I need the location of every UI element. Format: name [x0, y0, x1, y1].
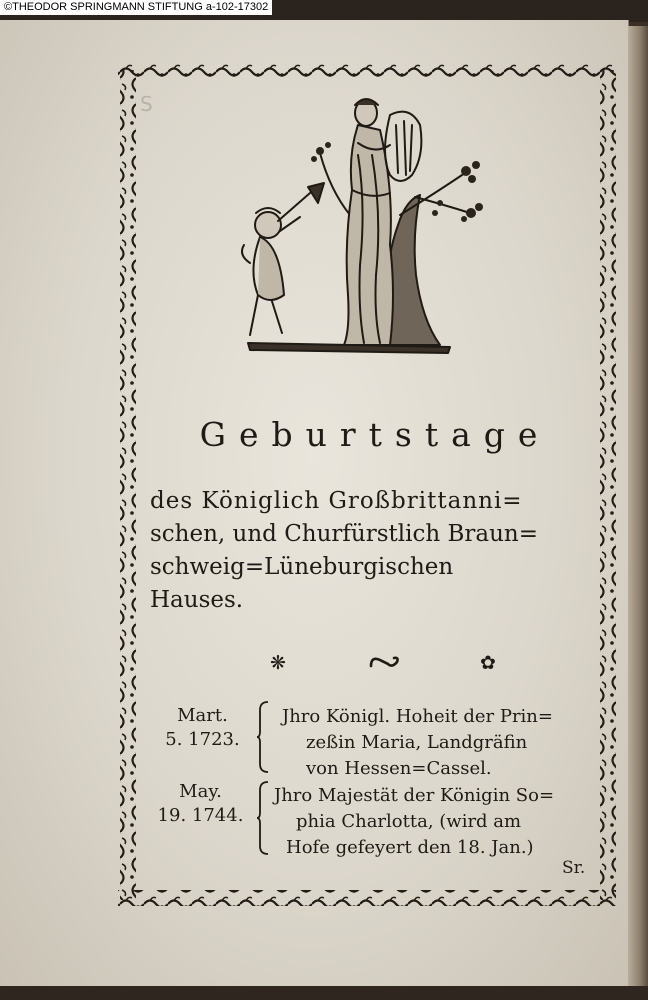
bracket [256, 780, 270, 856]
date-month: May. [179, 781, 222, 802]
copyright-credit: ©THEODOR SPRINGMANN STIFTUNG a-102-17302 [0, 0, 272, 15]
subtitle-line: schen, und Churfürstlich Braun= [150, 521, 539, 547]
ornament-left-icon: ❋ [270, 652, 286, 674]
woodcut-illustration [240, 95, 510, 360]
date-month: Mart. [177, 705, 228, 726]
entry-text [274, 783, 554, 861]
date-day-year: 5. 1723. [165, 729, 240, 750]
ornament-center-icon [368, 654, 400, 672]
entry-date [150, 704, 255, 752]
date-day-year: 19. 1744. [157, 805, 244, 826]
subtitle-line: Hauses. [150, 587, 244, 613]
ornament-right-icon: ✿ [480, 652, 496, 674]
entry-text [282, 704, 553, 782]
library-stamp: S [140, 92, 153, 116]
bracket [256, 700, 270, 774]
entry-line: phia Charlotta, (wird am [296, 811, 522, 832]
subtitle-line: des Königlich Großbrittanni= [150, 488, 523, 514]
page-title: Geburtstage [199, 415, 551, 454]
entry-line: von Hessen=Cassel. [306, 758, 492, 779]
entry-line: Jhro Majestät der Königin So= [274, 785, 555, 806]
catchword: Sr. [562, 858, 586, 878]
entry-line: zeßin Maria, Landgräfin [306, 732, 528, 753]
subtitle-line: schweig=Lüneburgischen [150, 554, 454, 580]
entry-date [148, 780, 253, 828]
entry-line: Hofe gefeyert den 18. Jan.) [286, 837, 534, 858]
entry-line: Jhro Königl. Hoheit der Prin= [282, 706, 553, 727]
